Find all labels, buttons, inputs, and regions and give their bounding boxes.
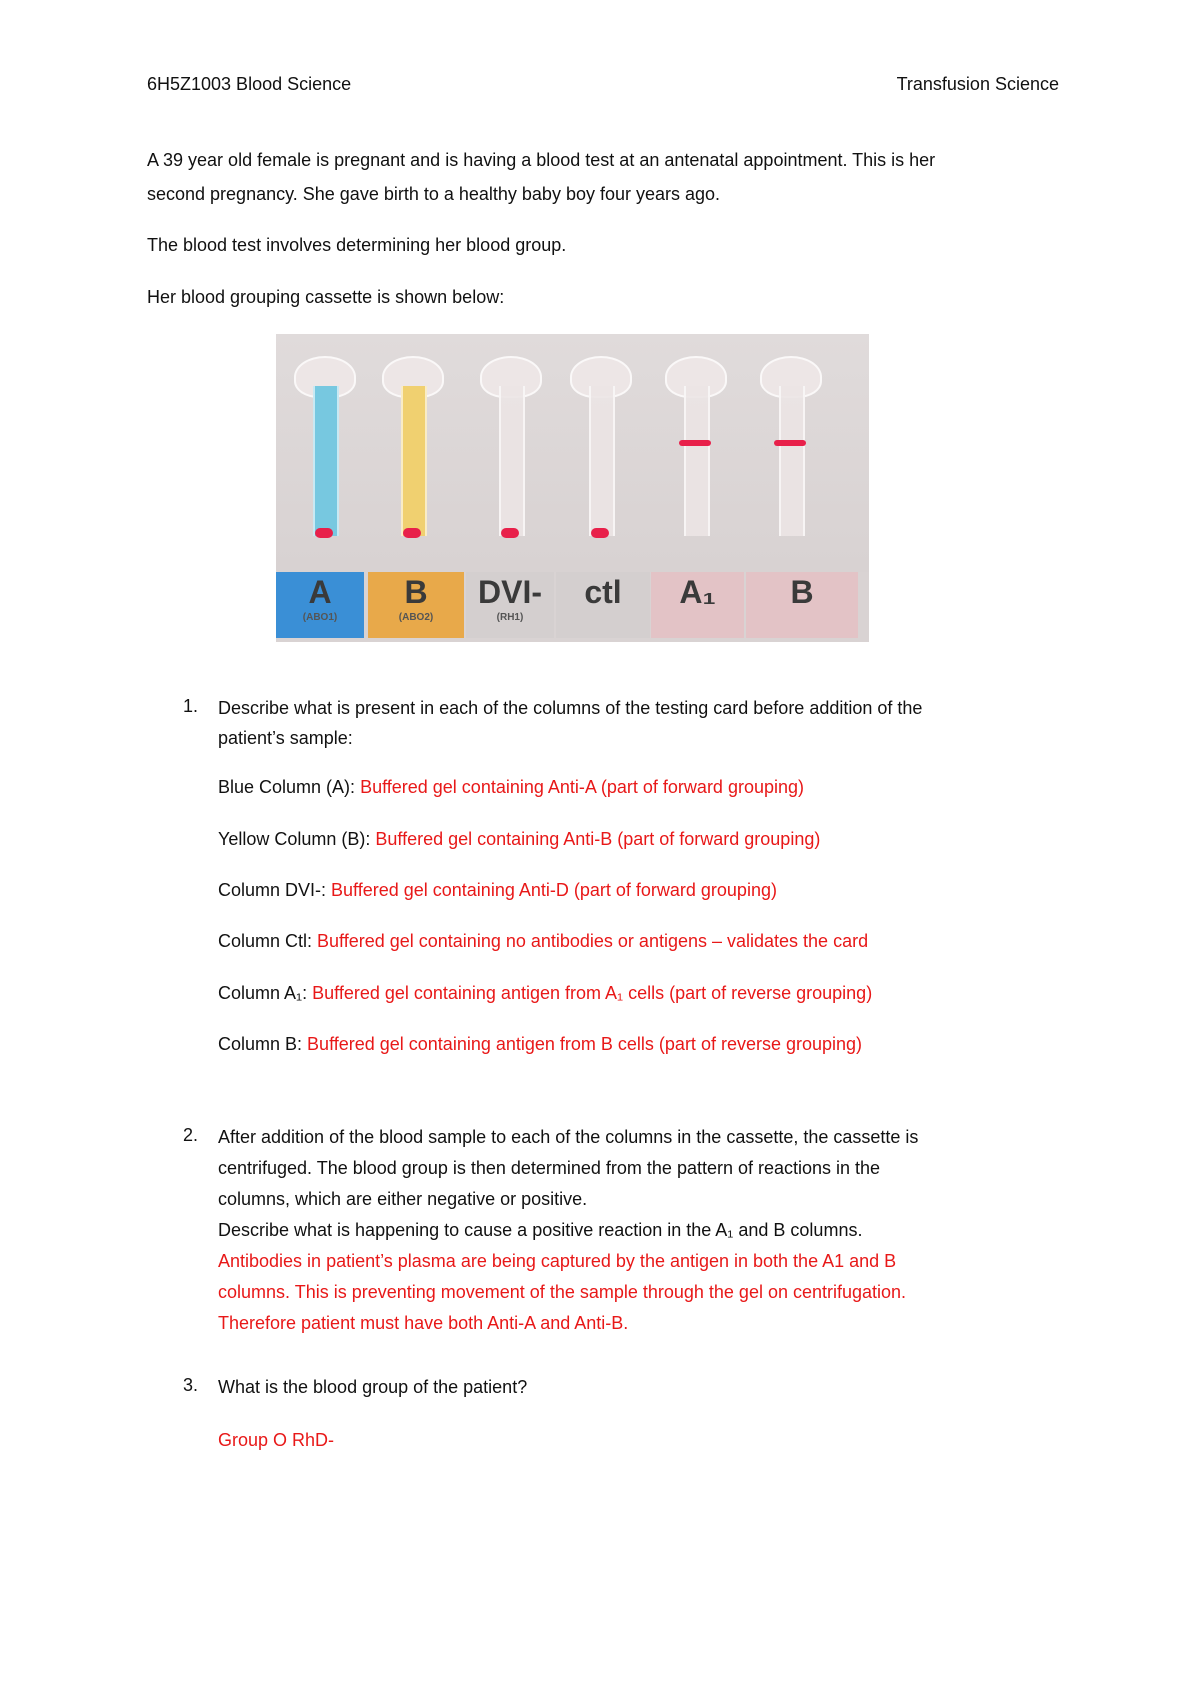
column-description-item (218, 1030, 1058, 1058)
question-2-answer-line-1: Antibodies in patient’s plasma are being captured by the antigen in both the A1 and B (218, 1251, 897, 1271)
page-header (147, 74, 1059, 98)
cassette-label-text: ctl (584, 574, 622, 610)
negative-cell-button (501, 528, 519, 538)
question-2-answer-line-2: columns. This is preventing movement of the sample through the gel on centrifugation. (218, 1282, 907, 1302)
question-1-line-1: Describe what is present in each of the columns of the testing card before addition of the (218, 698, 923, 718)
question-2-answer-line-3: Therefore patient must have both Anti-A and Anti-B. (218, 1313, 629, 1333)
column-description-label: Column B: (218, 1034, 308, 1054)
question-2-text (218, 1122, 1048, 1339)
column-description-item (218, 773, 1058, 801)
cassette-column-3 (466, 342, 556, 572)
negative-cell-button (591, 528, 609, 538)
column-description-answer: Buffered gel containing Anti-A (part of forward grouping) (360, 777, 804, 797)
cassette-label-text: B (404, 574, 428, 610)
column-description-answer: Buffered gel containing no antibodies or antigens – validates the card (317, 931, 869, 951)
column-description-item (218, 979, 1058, 1007)
intro-line-1: A 39 year old female is pregnant and is having a blood test at an antenatal appointment. This is her (147, 150, 936, 170)
cassette-label-strip (276, 572, 869, 642)
column-description-item (218, 927, 1058, 955)
blood-grouping-cassette-image (276, 334, 869, 642)
cassette-column-1 (280, 342, 370, 572)
column-gel-tube (684, 386, 710, 536)
column-description-label: Column DVI-: (218, 880, 332, 900)
cassette-label-4 (556, 572, 650, 638)
column-description-label: Blue Column (A): (218, 777, 361, 797)
cassette-column-4 (556, 342, 646, 572)
cassette-sublabel-text: (ABO2) (398, 612, 434, 623)
cassette-sublabel-text: (RH1) (496, 612, 524, 623)
cassette-label-text: A (308, 574, 332, 610)
cassette-label-text: B (790, 574, 814, 610)
intro-paragraph-2: The blood test involves determining her blood group. (147, 235, 567, 255)
column-description-item (218, 876, 1058, 904)
cassette-sublabel-text: (ABO1) (302, 612, 338, 623)
question-3-number: 3. (183, 1375, 199, 1395)
question-1-line-2: patient’s sample: (218, 728, 353, 748)
column-description-item (218, 825, 1058, 853)
cassette-column-6 (746, 342, 836, 572)
column-description-label: Yellow Column (B): (218, 829, 376, 849)
negative-cell-button (403, 528, 421, 538)
cassette-label-6 (746, 572, 858, 638)
question-2-line-3: columns, which are either negative or positive. (218, 1189, 588, 1209)
cassette-column-5 (651, 342, 741, 572)
column-gel-tube (499, 386, 525, 536)
module-title: Transfusion Science (896, 74, 1059, 94)
question-1-text (218, 693, 1048, 753)
cassette-column-2 (368, 342, 458, 572)
column-description-answer: Buffered gel containing antigen from B cells (part of reverse grouping) (307, 1034, 863, 1054)
cassette-label-1 (276, 572, 364, 638)
question-2-line-1: After addition of the blood sample to each of the columns in the cassette, the cassette is (218, 1127, 919, 1147)
question-2-line-4: Describe what is happening to cause a positive reaction in the A₁ and B columns. (218, 1220, 863, 1240)
positive-agglutinate-line (679, 440, 711, 446)
question-2-number: 2. (183, 1125, 199, 1145)
intro-line-2: second pregnancy. She gave birth to a healthy baby boy four years ago. (147, 184, 721, 204)
column-description-answer: Buffered gel containing antigen from A₁ cells (part of reverse grouping) (312, 983, 873, 1003)
column-description-answer: Buffered gel containing Anti-B (part of forward grouping) (375, 829, 821, 849)
column-description-label: Column Ctl: (218, 931, 318, 951)
column-gel-tube (589, 386, 615, 536)
question-1-number: 1. (183, 696, 199, 716)
cassette-label-text: A₁ (679, 574, 716, 610)
cassette-label-3 (466, 572, 554, 638)
cassette-label-text: DVI- (478, 574, 542, 610)
question-2-line-2: centrifuged. The blood group is then determined from the pattern of reactions in the (218, 1158, 881, 1178)
course-code: 6H5Z1003 Blood Science (147, 74, 352, 94)
cassette-label-2 (368, 572, 464, 638)
question-3-text: What is the blood group of the patient? (218, 1377, 528, 1397)
intro-paragraph (147, 143, 1057, 211)
column-gel-tube (313, 386, 339, 536)
positive-agglutinate-line (774, 440, 806, 446)
negative-cell-button (315, 528, 333, 538)
column-gel-tube (401, 386, 427, 536)
column-description-answer: Buffered gel containing Anti-D (part of forward grouping) (331, 880, 777, 900)
question-3-answer: Group O RhD- (218, 1430, 335, 1450)
intro-paragraph-3: Her blood grouping cassette is shown below: (147, 287, 505, 307)
column-gel-tube (779, 386, 805, 536)
cassette-label-5 (651, 572, 744, 638)
column-description-label: Column A₁: (218, 983, 313, 1003)
